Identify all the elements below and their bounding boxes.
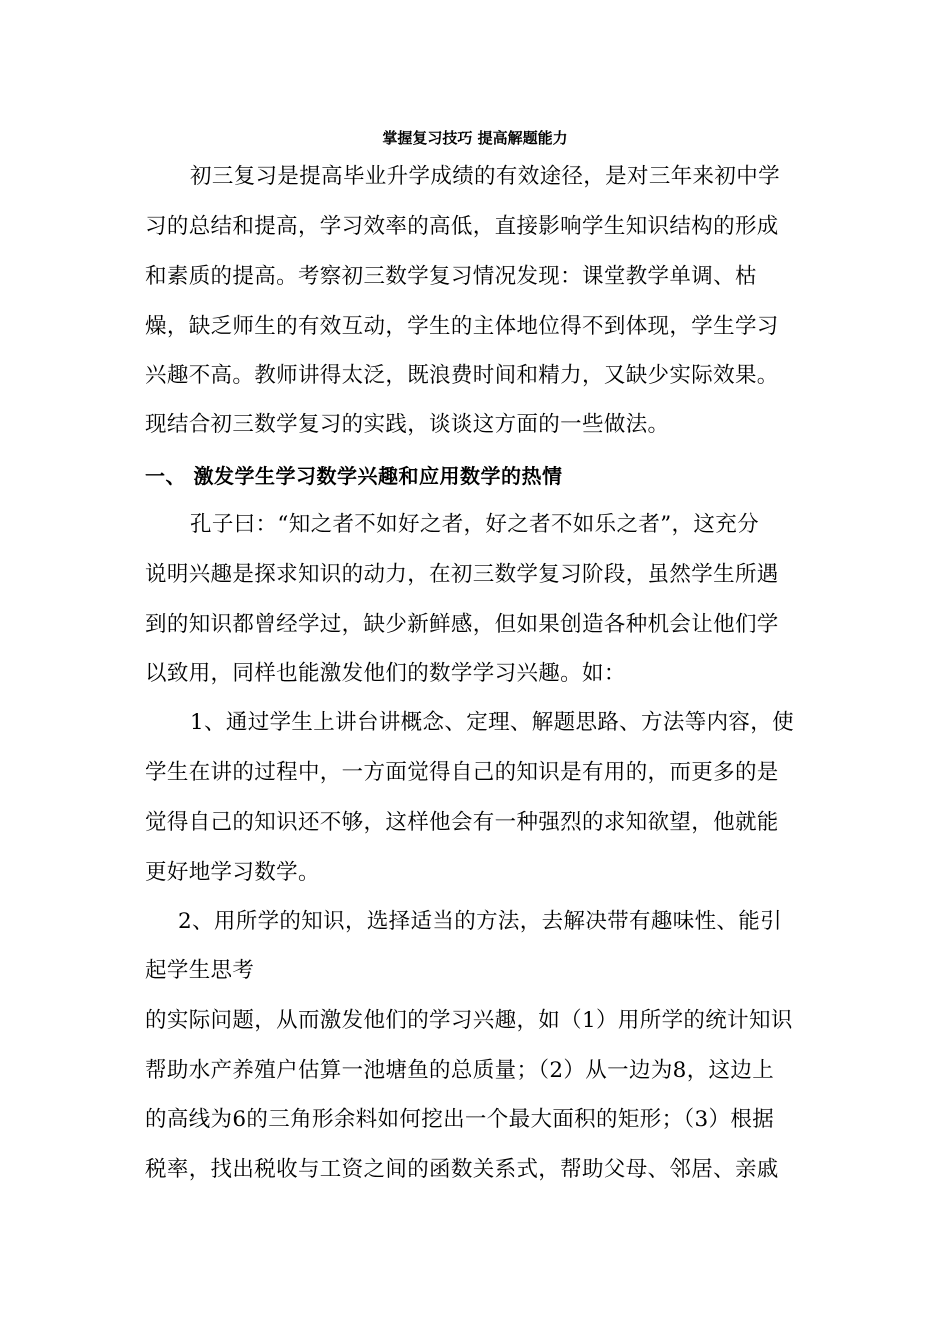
paragraph-line: 到的知识都曾经学过，缺少新鲜感，但如果创造各种机会让他们学 (145, 612, 779, 637)
paragraph-line: 孔子曰：“知之者不如好之者，好之者不如乐之者”，这充分 (190, 512, 759, 537)
list-item-line: 更好地学习数学。 (145, 860, 320, 885)
list-item-line: 1、通过学生上讲台讲概念、定理、解题思路、方法等内容，使 (190, 710, 794, 735)
list-item-line: 觉得自己的知识还不够，这样他会有一种强烈的求知欲望，他就能 (145, 810, 779, 835)
paragraph-line: 说明兴趣是探求知识的动力，在初三数学复习阶段，虽然学生所遇 (145, 562, 779, 587)
paragraph-line: 现结合初三数学复习的实践，谈谈这方面的一些做法。 (145, 412, 670, 437)
paragraph-line: 初三复习是提高毕业升学成绩的有效途径，是对三年来初中学 (190, 164, 780, 189)
paragraph-line: 和素质的提高。考察初三数学复习情况发现：课堂教学单调、枯 (145, 264, 757, 289)
list-item-line: 帮助水产养殖户估算一池塘鱼的总质量；（2）从一边为8，这边上 (145, 1058, 775, 1083)
paragraph-line: 习的总结和提高，学习效率的高低，直接影响学生知识结构的形成 (145, 214, 779, 239)
list-item-line: 的实际问题，从而激发他们的学习兴趣，如（1）用所学的统计知识 (145, 1008, 793, 1033)
list-item-line: 起学生思考 (145, 958, 255, 983)
paragraph-line: 兴趣不高。教师讲得太泛，既浪费时间和精力，又缺少实际效果。 (145, 363, 779, 388)
list-item-line: 2、用所学的知识，选择适当的方法，去解决带有趣味性、能引 (178, 909, 782, 934)
paragraph-line: 以致用，同样也能激发他们的数学学习兴趣。如： (145, 661, 626, 686)
list-item-line: 的高线为6的三角形余料如何挖出一个最大面积的矩形；（3）根据 (145, 1107, 775, 1132)
section-heading: 一、 激发学生学习数学兴趣和应用数学的热情 (145, 464, 563, 488)
document-title: 掌握复习技巧 提高解题能力 (382, 129, 568, 147)
list-item-line: 学生在讲的过程中，一方面觉得自己的知识是有用的，而更多的是 (145, 760, 779, 785)
paragraph-line: 燥，缺乏师生的有效互动，学生的主体地位得不到体现，学生学习 (145, 314, 779, 339)
list-item-line: 税率，找出税收与工资之间的函数关系式，帮助父母、邻居、亲戚 (145, 1157, 779, 1182)
